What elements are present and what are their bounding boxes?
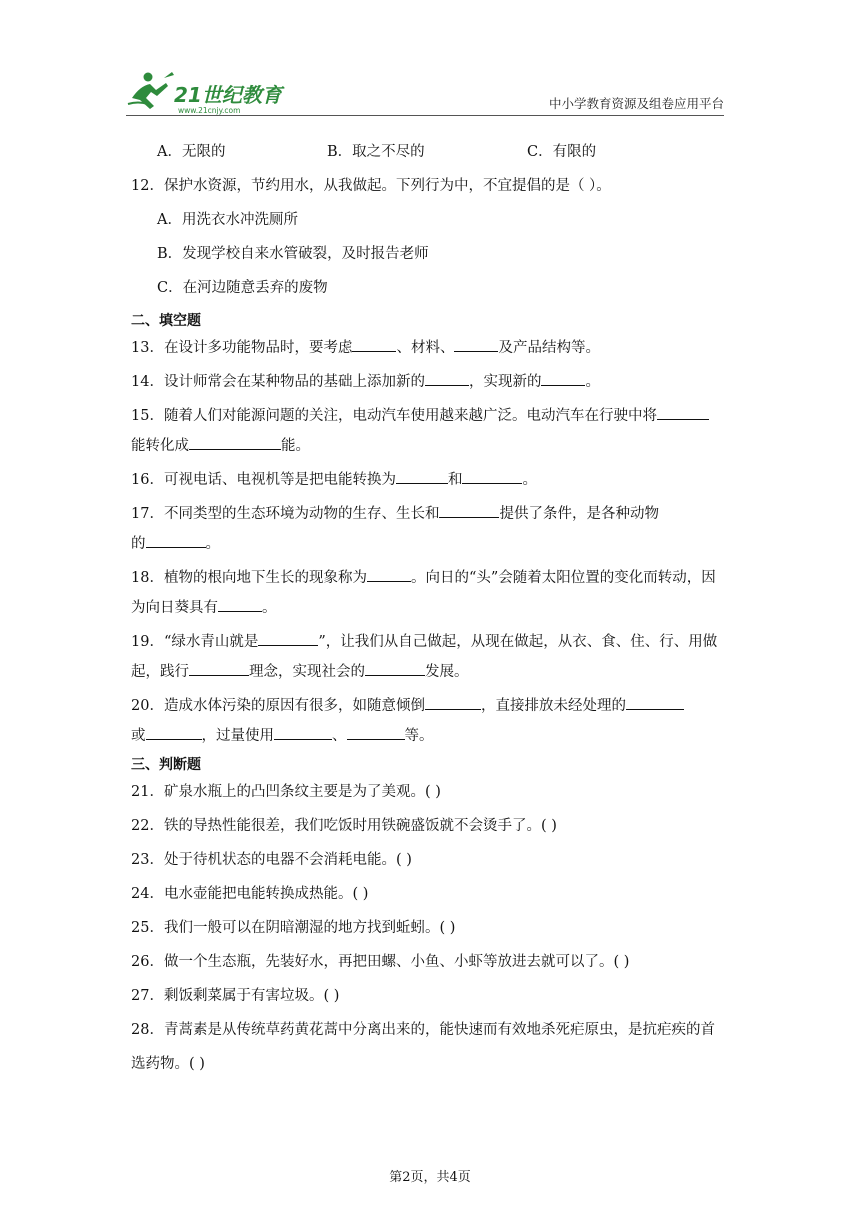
q19-line1: 19．“绿水青山就是 ”，让我们从自己做起，从现在做起，从衣、食、住、行、用做 bbox=[131, 628, 731, 658]
judge-item: 21．矿泉水瓶上的凸凹条纹主要是为了美观。( ) bbox=[131, 784, 441, 800]
answer-blank[interactable] bbox=[258, 631, 318, 646]
answer-blank[interactable] bbox=[352, 337, 396, 352]
header-divider bbox=[126, 115, 724, 116]
svg-text:www.21cnjy.com: www.21cnjy.com bbox=[178, 106, 241, 115]
logo-21cnjy bbox=[126, 68, 296, 118]
section-true-false: 三、判断题 bbox=[131, 757, 201, 773]
answer-blank[interactable] bbox=[541, 371, 585, 386]
q13: 13．在设计多功能物品时，要考虑 、材料、 及产品结构等。 bbox=[131, 334, 731, 368]
page-footer: 第2页，共4页 bbox=[389, 1170, 471, 1185]
answer-blank[interactable] bbox=[218, 597, 262, 612]
answer-blank[interactable] bbox=[657, 405, 709, 420]
q11-option-b: B．取之不尽的 bbox=[327, 144, 425, 160]
answer-blank[interactable] bbox=[396, 469, 448, 484]
judge-item: 26．做一个生态瓶，先装好水，再把田螺、小鱼、小虾等放进去就可以了。( ) bbox=[131, 954, 630, 970]
answer-blank[interactable] bbox=[367, 567, 411, 582]
answer-blank[interactable] bbox=[462, 469, 522, 484]
answer-blank[interactable] bbox=[454, 337, 498, 352]
q28-line1: 28．青蒿素是从传统草药黄花蒿中分离出来的，能快速而有效地杀死疟原虫，是抗疟疾的首 bbox=[131, 1022, 715, 1038]
q12-option-c: C．在河边随意丢弃的废物 bbox=[157, 280, 328, 296]
q17-line2: 的 。 bbox=[131, 530, 731, 564]
answer-blank[interactable] bbox=[274, 725, 332, 740]
section-fill-in: 二、填空题 bbox=[131, 313, 201, 329]
answer-blank[interactable] bbox=[439, 503, 499, 518]
q18-line1: 18．植物的根向地下生长的现象称为 。向日的“头”会随着太阳位置的变化而转动，因 bbox=[131, 564, 731, 594]
answer-blank[interactable] bbox=[365, 661, 425, 676]
answer-blank[interactable] bbox=[425, 695, 481, 710]
q20-line1: 20．造成水体污染的原因有很多，如随意倾倒 ，直接排放未经处理的 bbox=[131, 692, 731, 722]
answer-blank[interactable] bbox=[189, 435, 281, 450]
q28-line2: 选药物。( ) bbox=[131, 1056, 205, 1072]
answer-blank[interactable] bbox=[146, 533, 206, 548]
platform-label: 中小学教育资源及组卷应用平台 bbox=[548, 96, 724, 111]
judge-item: 24．电水壶能把电能转换成热能。( ) bbox=[131, 886, 369, 902]
answer-blank[interactable] bbox=[189, 661, 249, 676]
q12-option-b: B．发现学校自来水管破裂，及时报告老师 bbox=[157, 246, 429, 262]
q17-line1: 17．不同类型的生态环境为动物的生存、生长和 提供了条件，是各种动物 bbox=[131, 500, 731, 530]
answer-blank[interactable] bbox=[146, 725, 202, 740]
q14: 14．设计师常会在某种物品的基础上添加新的 ，实现新的 。 bbox=[131, 368, 731, 402]
q15-line2: 能转化成 能。 bbox=[131, 432, 731, 466]
page-header bbox=[126, 62, 724, 116]
exam-content bbox=[131, 138, 731, 1084]
q15-line1: 15．随着人们对能源问题的关注，电动汽车使用越来越广泛。电动汽车在行驶中将 bbox=[131, 402, 731, 432]
answer-blank[interactable] bbox=[626, 695, 684, 710]
judge-item: 25．我们一般可以在阴暗潮湿的地方找到蚯蚓。( ) bbox=[131, 920, 456, 936]
q11-options bbox=[131, 138, 731, 172]
judge-item: 22．铁的导热性能很差，我们吃饭时用铁碗盛饭就不会烫手了。( ) bbox=[131, 818, 557, 834]
q11-option-a: A．无限的 bbox=[157, 144, 226, 160]
q16: 16．可视电话、电视机等是把电能转换为 和 。 bbox=[131, 466, 731, 500]
q20-line2: 或 ，过量使用 、 等。 bbox=[131, 722, 731, 752]
q12-stem: 12．保护水资源，节约用水，从我做起。下列行为中，不宜提倡的是（ ）。 bbox=[131, 178, 611, 194]
q12-option-a: A．用洗衣水冲洗厕所 bbox=[157, 212, 298, 228]
judge-item: 27．剩饭剩菜属于有害垃圾。( ) bbox=[131, 988, 340, 1004]
judge-item: 23．处于待机状态的电器不会消耗电能。( ) bbox=[131, 852, 412, 868]
svg-text:21世纪教育: 21世纪教育 bbox=[174, 83, 282, 107]
q18-line2: 为向日葵具有 。 bbox=[131, 594, 731, 628]
q11-option-c: C．有限的 bbox=[527, 144, 597, 160]
answer-blank[interactable] bbox=[425, 371, 469, 386]
q19-line2: 起，践行 理念，实现社会的 发展。 bbox=[131, 658, 731, 692]
answer-blank[interactable] bbox=[347, 725, 405, 740]
